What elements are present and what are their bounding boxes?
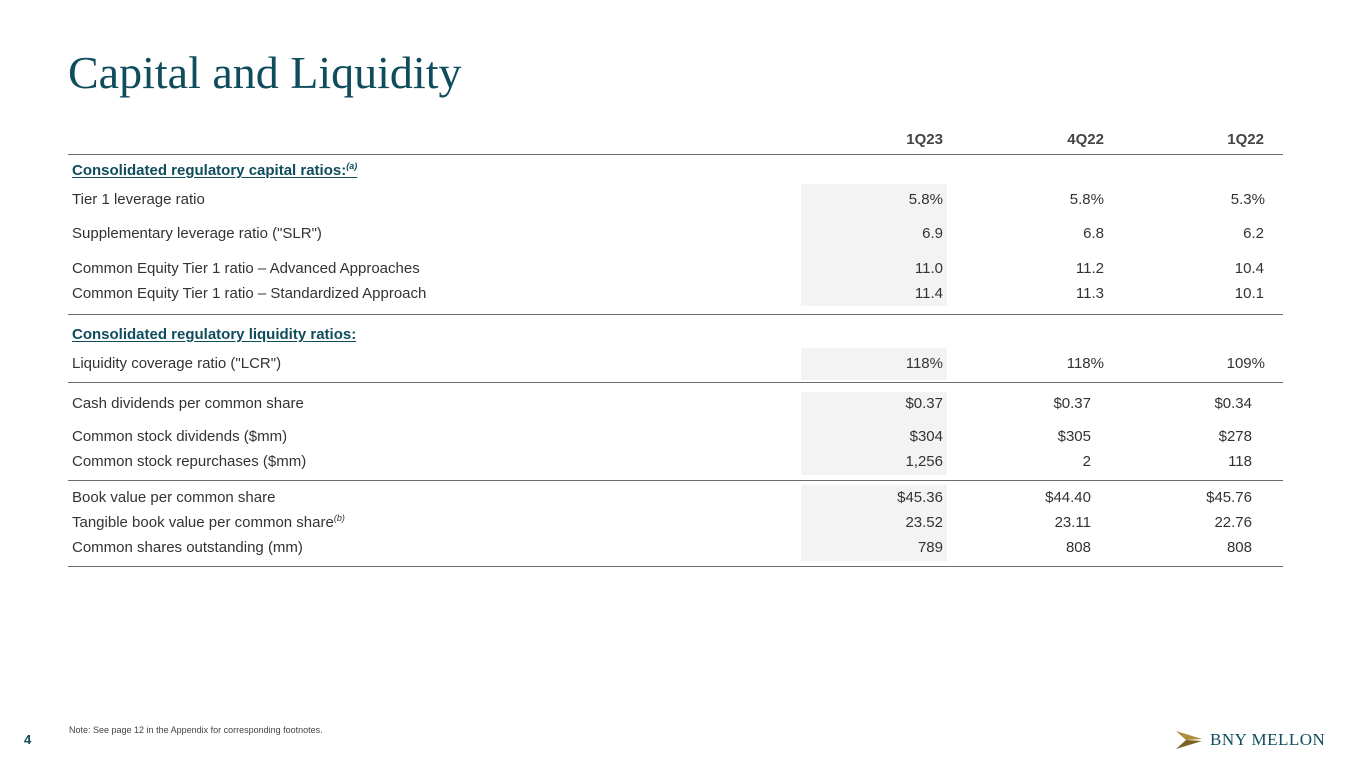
- cell-1q23: 6.9: [922, 225, 943, 242]
- section-divider: [68, 382, 1283, 383]
- cell-1q22: $278: [1218, 428, 1252, 445]
- table-row-tangible-book-value: [68, 513, 1283, 533]
- column-header-1q23: 1Q23: [906, 131, 943, 148]
- cell-1q22: 10.4: [1234, 260, 1264, 277]
- table-row-book-value: [68, 488, 1283, 508]
- table-row-cash-dividends: [68, 394, 1283, 414]
- logo-text: BNY MELLON: [1210, 730, 1326, 749]
- cell-1q22: 808: [1226, 539, 1252, 556]
- cell-4q22: 23.11: [1054, 514, 1091, 531]
- table-row-tier1-leverage: [68, 190, 1283, 210]
- bny-mellon-logo: [1176, 728, 1325, 752]
- footnote-marker-b: (b): [333, 513, 345, 523]
- section-heading-liquidity: Consolidated regulatory liquidity ratios:: [72, 326, 357, 343]
- column-header-row: [68, 130, 1283, 150]
- cell-1q23: 118%: [905, 355, 943, 372]
- cell-1q23: $304: [909, 428, 943, 445]
- cell-1q22: 5.3%: [1230, 191, 1265, 208]
- section-divider: [68, 480, 1283, 481]
- cell-4q22: 11.2: [1075, 260, 1104, 277]
- section-divider: [68, 314, 1283, 315]
- page-number: 4: [24, 732, 32, 747]
- row-label: Common stock dividends ($mm): [72, 428, 288, 445]
- table-row-stock-dividends: [68, 427, 1283, 447]
- column-header-4q22: 4Q22: [1067, 131, 1104, 148]
- row-label: Tangible book value per common share: [72, 514, 334, 531]
- cell-4q22: 11.3: [1075, 285, 1104, 302]
- row-label: Common stock repurchases ($mm): [72, 453, 307, 470]
- table-row-cet1-advanced: [68, 259, 1283, 279]
- table-row-slr: [68, 224, 1283, 244]
- table-row-repurchases: [68, 452, 1283, 472]
- cell-1q23: 1,256: [905, 453, 943, 470]
- cell-1q22: 6.2: [1243, 225, 1264, 242]
- section-heading-capital: Consolidated regulatory capital ratios:$^{(a)}$: [72, 161, 358, 179]
- table-row-lcr: [68, 354, 1283, 374]
- row-label: Tier 1 leverage ratio: [72, 191, 205, 208]
- cell-1q23: $45.36: [897, 489, 943, 506]
- cell-1q23: 23.52: [905, 514, 943, 531]
- cell-1q22: 10.1: [1234, 285, 1264, 302]
- cell-1q22: 22.76: [1214, 514, 1252, 531]
- cell-1q22: $0.34: [1214, 395, 1252, 412]
- header-divider: [68, 154, 1283, 155]
- table-bottom-rule: [68, 566, 1283, 567]
- cell-1q23: 5.8%: [908, 191, 943, 208]
- row-label: Cash dividends per common share: [72, 395, 304, 412]
- cell-1q23: 789: [917, 539, 943, 556]
- cell-4q22: 808: [1065, 539, 1091, 556]
- cell-4q22: 5.8%: [1069, 191, 1104, 208]
- row-label: Supplementary leverage ratio ("SLR"): [72, 225, 322, 242]
- cell-1q22: 109%: [1226, 355, 1265, 372]
- logo-mark-icon: [1176, 730, 1202, 750]
- row-label: Common Equity Tier 1 ratio – Standardized Approach: [72, 285, 427, 302]
- column-header-1q22: 1Q22: [1227, 131, 1264, 148]
- cell-1q22: $45.76: [1206, 489, 1252, 506]
- cell-1q23: 11.4: [914, 285, 943, 302]
- footnote-text: Note: See page 12 in the Appendix for corresponding footnotes.: [69, 725, 323, 735]
- page-title: Capital and Liquidity: [68, 47, 462, 98]
- table-row-cet1-standardized: [68, 284, 1283, 304]
- row-label: Common Equity Tier 1 ratio – Advanced Approaches: [72, 260, 420, 277]
- table-row-shares-outstanding: [68, 538, 1283, 558]
- cell-4q22: $305: [1057, 428, 1091, 445]
- cell-4q22: 2: [1082, 453, 1091, 470]
- cell-4q22: $0.37: [1053, 395, 1091, 412]
- cell-1q23: $0.37: [905, 395, 943, 412]
- cell-1q23: 11.0: [914, 260, 943, 277]
- cell-4q22: 6.8: [1083, 225, 1104, 242]
- cell-1q22: 118: [1228, 453, 1252, 470]
- cell-4q22: $44.40: [1045, 489, 1091, 506]
- cell-4q22: 118%: [1066, 355, 1104, 372]
- row-label: Liquidity coverage ratio ("LCR"): [72, 355, 282, 372]
- row-label: Book value per common share: [72, 489, 276, 506]
- footnote-marker-a: (a): [346, 161, 358, 171]
- row-label: Common shares outstanding (mm): [72, 539, 303, 556]
